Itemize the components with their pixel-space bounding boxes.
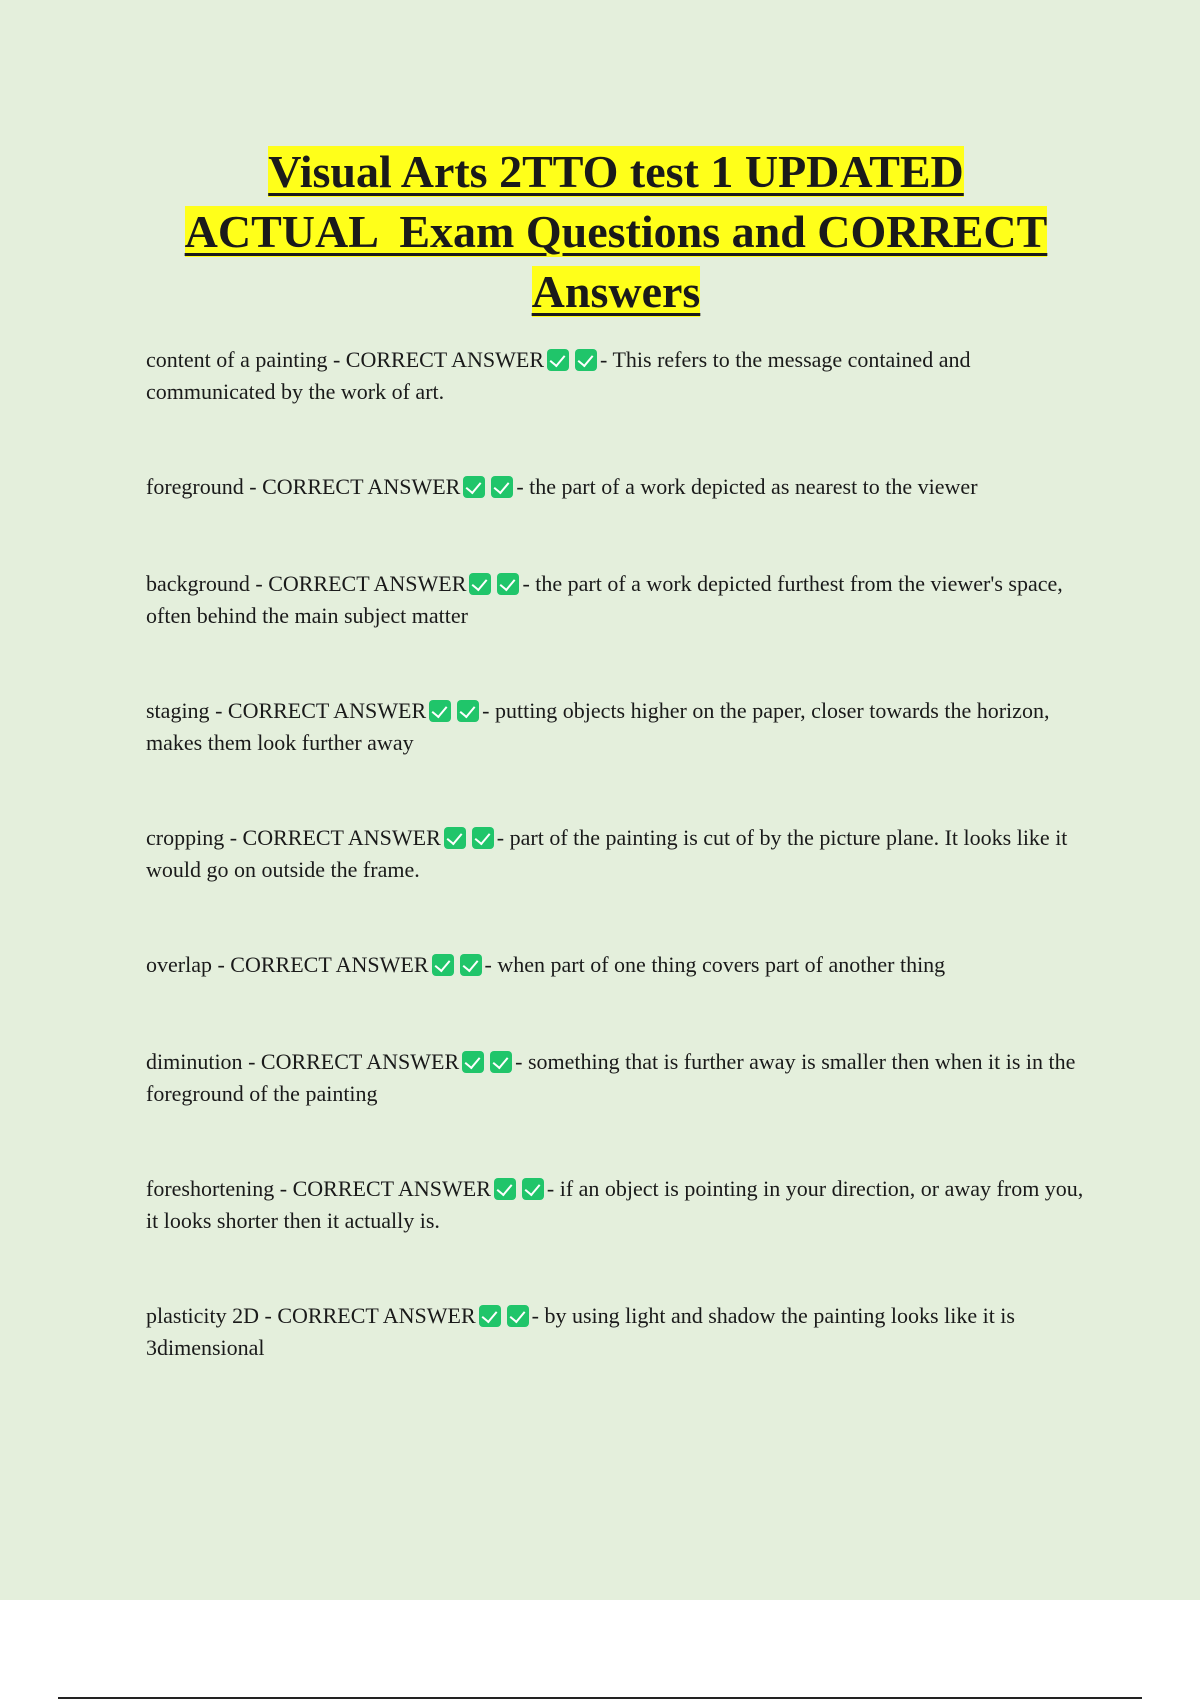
qa-definition: the part of a work depicted furthest from the viewer's space, often behind the main subject matter [146, 571, 1063, 628]
check-box-icon [462, 1051, 484, 1073]
qa-entry: overlap - CORRECT ANSWER - when part of one thing covers part of another thing [146, 952, 946, 977]
check-box-icon [522, 1178, 544, 1200]
check-box-icon [491, 476, 513, 498]
qa-marker: CORRECT ANSWER [268, 571, 467, 596]
qa-marker: CORRECT ANSWER [230, 952, 429, 977]
qa-marker: CORRECT ANSWER [345, 347, 545, 372]
check-box-icon [429, 700, 451, 722]
qa-marker: CORRECT ANSWER [242, 825, 441, 850]
footer-divider [58, 1697, 1142, 1699]
qa-marker: CORRECT ANSWER [227, 698, 427, 723]
check-box-icon [494, 1178, 516, 1200]
qa-definition: the part of a work depicted as nearest to the viewer [529, 474, 978, 499]
qa-entry: cropping - CORRECT ANSWER - part of the painting is cut of by the picture plane. It looks like it would go on outside the frame. [146, 825, 1068, 882]
check-box-icon [444, 827, 466, 849]
check-box-icon [472, 827, 494, 849]
qa-definition: part of the painting is cut of by the picture plane. It looks like it would go on outside the frame. [146, 825, 1068, 882]
qa-definition: This refers to the message contained and communicated by the work of art. [146, 347, 971, 404]
qa-term: background [146, 571, 250, 596]
check-box-icon [457, 700, 479, 722]
qa-marker: CORRECT ANSWER [277, 1303, 476, 1328]
check-box-icon [463, 476, 485, 498]
check-box-icon [575, 349, 597, 371]
title-line-1: Visual Arts 2TTO test 1 UPDATED [268, 146, 964, 197]
qa-entry: foreshortening - CORRECT ANSWER - if an object is pointing in your direction, or away from you, it looks shorter then it actually is. [146, 1176, 1084, 1233]
qa-term: foreshortening [146, 1176, 275, 1201]
check-box-icon [547, 349, 569, 371]
qa-term: plasticity 2D [146, 1303, 260, 1328]
check-box-icon [497, 573, 519, 595]
title-line-2: ACTUAL Exam Questions and CORRECT [184, 206, 1048, 257]
qa-entry: staging - CORRECT ANSWER - putting objects higher on the paper, closer towards the horizon, makes them look further away [146, 698, 1050, 755]
qa-term: overlap [146, 952, 212, 977]
check-box-icon [432, 954, 454, 976]
qa-marker: CORRECT ANSWER [292, 1176, 491, 1201]
qa-term: cropping [146, 825, 225, 850]
check-box-icon [479, 1305, 501, 1327]
qa-term: content of a painting [146, 347, 328, 372]
qa-marker: CORRECT ANSWER [260, 1049, 460, 1074]
qa-entry: diminution - CORRECT ANSWER - something that is further away is smaller then when it is in the foreground of the painting [146, 1049, 1076, 1106]
check-box-icon [507, 1305, 529, 1327]
qa-definition: putting objects higher on the paper, closer towards the horizon, makes them look further away [146, 698, 1050, 755]
qa-definition: if an object is pointing in your direction, or away from you, it looks shorter then it actually is. [146, 1176, 1084, 1233]
qa-list [146, 344, 1092, 1364]
qa-definition: when part of one thing covers part of another thing [497, 952, 946, 977]
qa-definition: something that is further away is smaller then when it is in the foreground of the painting [146, 1049, 1076, 1106]
check-box-icon [490, 1051, 512, 1073]
check-box-icon [460, 954, 482, 976]
title-line-3: Answers [531, 266, 701, 317]
qa-entry: content of a painting - CORRECT ANSWER - This refers to the message contained and communicated by the work of art. [146, 347, 971, 404]
qa-definition: by using light and shadow the painting looks like it is 3dimensional [146, 1303, 1015, 1360]
qa-marker: CORRECT ANSWER [262, 474, 461, 499]
check-box-icon [469, 573, 491, 595]
qa-term: staging [146, 698, 210, 723]
qa-entry: background - CORRECT ANSWER - the part of a work depicted furthest from the viewer's space, often behind the main subject matter [146, 571, 1063, 628]
qa-term: foreground [146, 474, 244, 499]
qa-entry: foreground - CORRECT ANSWER - the part of a work depicted as nearest to the viewer [146, 474, 978, 499]
qa-entry: plasticity 2D - CORRECT ANSWER - by using light and shadow the painting looks like it is 3dimensional [146, 1303, 1015, 1360]
document-title [120, 142, 1112, 322]
qa-term: diminution [146, 1049, 243, 1074]
